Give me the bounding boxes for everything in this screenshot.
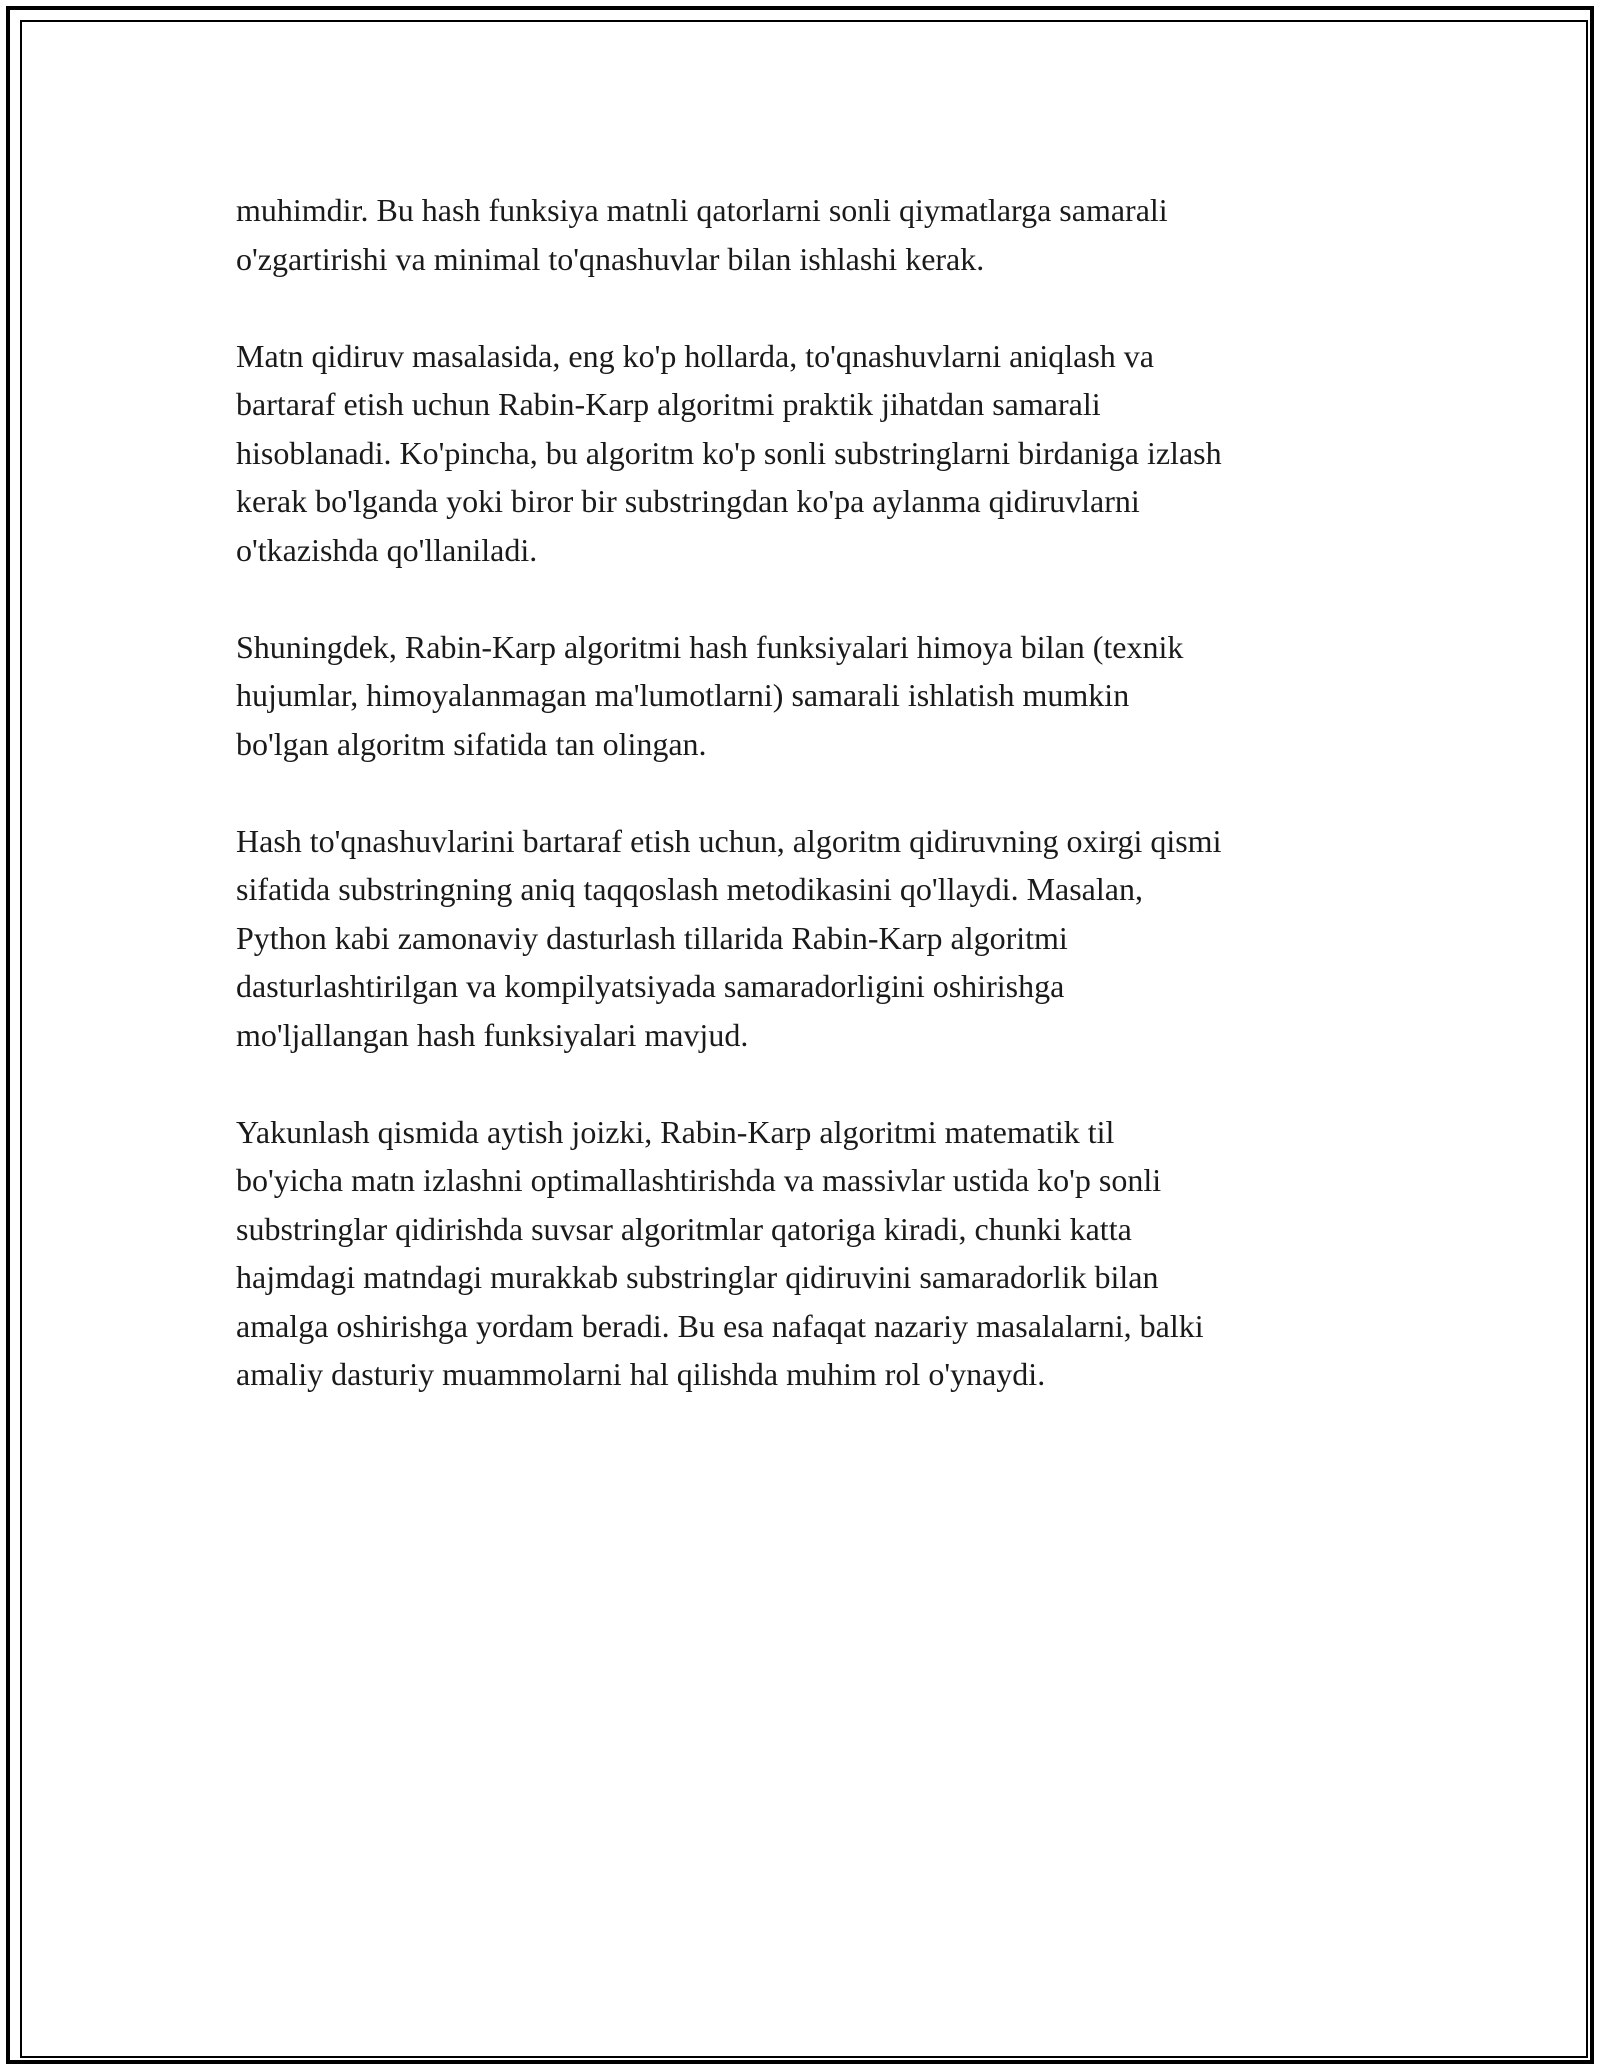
paragraph-2: Matn qidiruv masalasida, eng ko'p hollarda, to'qnashuvlarni aniqlash va bartaraf etish uchun Rabin-Karp algoritmi praktik jihatdan samarali hisoblanadi. Ko'pincha, bu algoritm ko'p sonli substringlarni birdaniga izlash kerak bo'lganda yoki biror bir substringdan ko'pa aylanma qidiruvlarni o'tkazishda qo'llaniladi. xyxy=(236,337,1222,568)
paragraph-3: Shuningdek, Rabin-Karp algoritmi hash funksiyalari himoya bilan (texnik hujumlar, himoyalanmagan ma'lumotlarni) samarali ishlatish mumkin bo'lgan algoritm sifatida tan olingan. xyxy=(236,628,1184,762)
paragraph-5: Yakunlash qismida aytish joizki, Rabin-Karp algoritmi matematik til bo'yicha matn izlashni optimallashtirishda va massivlar ustida ko'p sonli substringlar qidirishda suvsar algoritmlar qatoriga kiradi, chunki katta hajmdagi matndagi murakkab substringlar qidiruvini samaradorlik bilan amalga oshirishga yordam beradi. Bu esa nafaqat nazariy masalalarni, balki amaliy dasturiy muammolarni hal qilishda muhim rol o'ynaydi. xyxy=(236,1113,1204,1392)
paragraph-1: muhimdir. Bu hash funksiya matnli qatorlarni sonli qiymatlarga samarali o'zgartirishi va minimal to'qnashuvlar bilan ishlashi kerak. xyxy=(236,192,1168,277)
paragraph-4: Hash to'qnashuvlarini bartaraf etish uchun, algoritm qidiruvning oxirgi qismi sifatida substringning aniq taqqoslash metodikasini qo'llaydi. Masalan, Python kabi zamonaviy dasturlash tillarida Rabin-Karp algoritmi dasturlashtirilgan va kompilyatsiyada samaradorligini oshirishga mo'ljallangan hash funksiyalari mavjud. xyxy=(236,822,1222,1053)
document-body xyxy=(236,186,1386,1447)
